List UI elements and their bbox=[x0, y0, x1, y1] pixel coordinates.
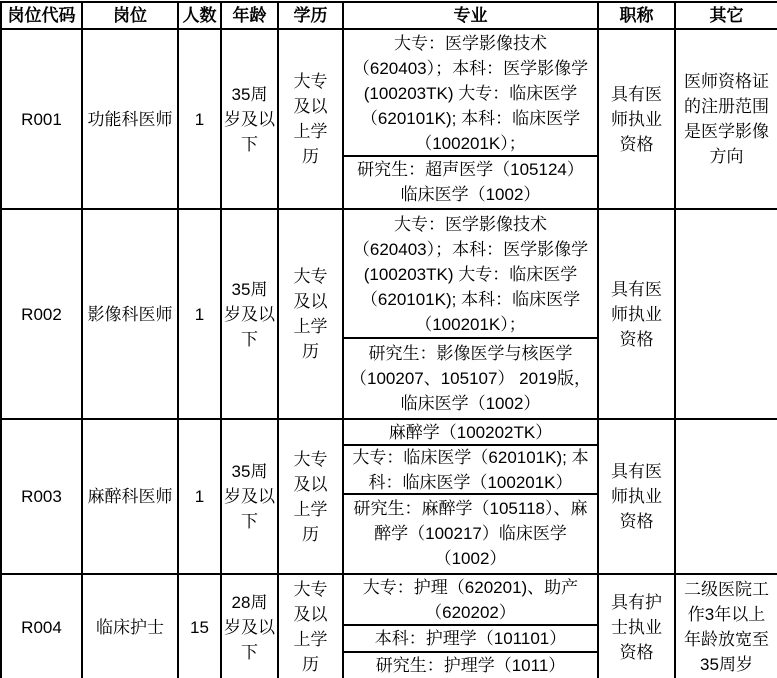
major-sub-cell: 大专：护理（620201)、助产（620202） bbox=[362, 578, 579, 622]
major-sub-cell: 研究生：护理学（1011） bbox=[344, 651, 597, 678]
cell-position: 影像科医师 bbox=[82, 209, 178, 419]
major-sub-cell: 大专：临床医学（620101K); 本科：临床医学（100201K） bbox=[344, 444, 597, 493]
cell-education: 大专及以上学历 bbox=[278, 574, 343, 678]
major-sub-cell: 麻醉学（100202TK） bbox=[388, 423, 553, 442]
table-row bbox=[1, 574, 777, 678]
cell-code: R003 bbox=[1, 419, 82, 574]
cell-count: 1 bbox=[178, 419, 221, 574]
major-sub-cell: 大专：医学影像技术（620403）；本科：医学影像学(100203TK) 大专：临床医学（620101K); 本科：临床医学（100201K）； bbox=[352, 33, 589, 153]
header-cell-title: 职称 bbox=[598, 2, 675, 29]
header-cell-position: 岗位 bbox=[82, 2, 178, 29]
cell-position: 临床护士 bbox=[82, 574, 178, 678]
header-cell-other: 其它 bbox=[675, 2, 777, 29]
header-cell-major: 专业 bbox=[343, 2, 598, 29]
cell-other bbox=[675, 209, 777, 419]
cell-other: 二级医院工作3年以上年龄放宽至35周岁 bbox=[675, 574, 777, 678]
cell-majors bbox=[343, 419, 598, 574]
majors-stack bbox=[344, 31, 597, 207]
table-row bbox=[1, 419, 777, 574]
table-row bbox=[1, 209, 777, 419]
cell-code: R001 bbox=[1, 29, 82, 209]
header-cell-education: 学历 bbox=[278, 2, 343, 29]
header-cell-count: 人数 bbox=[178, 2, 221, 29]
cell-age: 35周岁及以下 bbox=[221, 419, 278, 574]
table-row bbox=[1, 29, 777, 209]
cell-title: 具有护士执业资格 bbox=[598, 574, 675, 678]
cell-education: 大专及以上学历 bbox=[278, 209, 343, 419]
cell-title: 具有医师执业资格 bbox=[598, 29, 675, 209]
cell-count: 1 bbox=[178, 209, 221, 419]
cell-code: R002 bbox=[1, 209, 82, 419]
cell-position: 功能科医师 bbox=[82, 29, 178, 209]
cell-education: 大专及以上学历 bbox=[278, 419, 343, 574]
cell-majors bbox=[343, 29, 598, 209]
majors-stack bbox=[344, 211, 597, 417]
cell-age: 35周岁及以下 bbox=[221, 29, 278, 209]
major-sub-cell: 研究生：麻醉学（105118）、麻醉学（100217）临床医学（1002） bbox=[344, 493, 597, 572]
cell-position: 麻醉科医师 bbox=[82, 419, 178, 574]
cell-count: 1 bbox=[178, 29, 221, 209]
major-sub-cell: 本科：护理学（101101） bbox=[344, 624, 597, 651]
header-cell-age: 年龄 bbox=[221, 2, 278, 29]
cell-code: R004 bbox=[1, 574, 82, 678]
majors-stack bbox=[344, 576, 597, 678]
cell-title: 具有医师执业资格 bbox=[598, 209, 675, 419]
cell-count: 15 bbox=[178, 574, 221, 678]
cell-age: 28周岁及以下 bbox=[221, 574, 278, 678]
recruitment-table bbox=[0, 1, 777, 678]
header-cell-position-code: 岗位代码 bbox=[1, 2, 82, 29]
header-row bbox=[1, 2, 777, 29]
cell-age: 35周岁及以下 bbox=[221, 209, 278, 419]
major-sub-cell: 研究生：超声医学（105124）临床医学（1002） bbox=[344, 155, 597, 207]
cell-other bbox=[675, 419, 777, 574]
cell-other: 医师资格证的注册范围是医学影像方向 bbox=[675, 29, 777, 209]
cell-education: 大专及以上学历 bbox=[278, 29, 343, 209]
majors-stack bbox=[344, 421, 597, 572]
major-sub-cell: 研究生：影像医学与核医学（100207、105107） 2019版，临床医学（1002） bbox=[344, 337, 597, 417]
cell-majors bbox=[343, 209, 598, 419]
cell-title: 具有医师执业资格 bbox=[598, 419, 675, 574]
cell-majors bbox=[343, 574, 598, 678]
major-sub-cell: 大专：医学影像技术（620403）；本科：医学影像学(100203TK) 大专：临床医学（620101K); 本科：临床医学（100201K）； bbox=[352, 214, 589, 334]
